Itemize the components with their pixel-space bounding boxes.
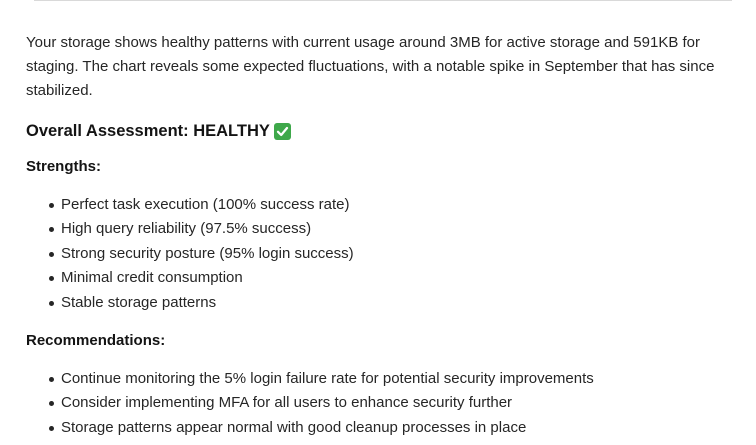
bullet-icon bbox=[49, 252, 54, 257]
list-item bbox=[26, 367, 741, 391]
list-item bbox=[26, 416, 741, 440]
message-content bbox=[26, 31, 741, 440]
list-item bbox=[26, 266, 741, 290]
list-item-text: Minimal credit consumption bbox=[61, 269, 243, 287]
list-item-text: Stable storage patterns bbox=[61, 293, 217, 311]
assessment-heading-text: Overall Assessment: HEALTHY bbox=[26, 122, 270, 140]
assessment-heading bbox=[26, 119, 741, 143]
list-item bbox=[26, 242, 741, 266]
strengths-heading: Strengths: bbox=[26, 158, 101, 175]
list-item bbox=[26, 193, 741, 217]
list-item-text: Strong security posture (95% login success) bbox=[61, 244, 354, 262]
bullet-icon bbox=[49, 401, 54, 406]
bullet-icon bbox=[49, 377, 54, 382]
top-divider bbox=[34, 0, 732, 1]
list-item-text: Storage patterns appear normal with good cleanup processes in place bbox=[61, 418, 527, 436]
list-item-text: Continue monitoring the 5% login failure rate for potential security improvements bbox=[61, 370, 594, 388]
check-mark-button-icon bbox=[274, 123, 291, 140]
recommendations-heading: Recommendations: bbox=[26, 332, 166, 350]
strengths-list bbox=[26, 193, 741, 315]
bullet-icon bbox=[49, 227, 54, 232]
recommendations-list bbox=[26, 367, 741, 440]
bullet-icon bbox=[49, 276, 54, 281]
list-item-text: Perfect task execution (100% success rate) bbox=[61, 196, 350, 213]
list-item-text: High query reliability (97.5% success) bbox=[61, 220, 312, 238]
bullet-icon bbox=[49, 426, 54, 431]
list-item bbox=[26, 217, 741, 241]
summary-paragraph: Your storage shows healthy patterns with current usage around 3MB for active storage and 591KB for staging. The chart reveals some expected fluctuations, with a notable spike in September that has since stabilized. bbox=[26, 34, 715, 99]
list-item bbox=[26, 291, 741, 315]
list-item-text: Consider implementing MFA for all users to enhance security further bbox=[61, 394, 513, 412]
bullet-icon bbox=[49, 301, 54, 306]
list-item bbox=[26, 391, 741, 415]
bullet-icon bbox=[49, 203, 54, 208]
